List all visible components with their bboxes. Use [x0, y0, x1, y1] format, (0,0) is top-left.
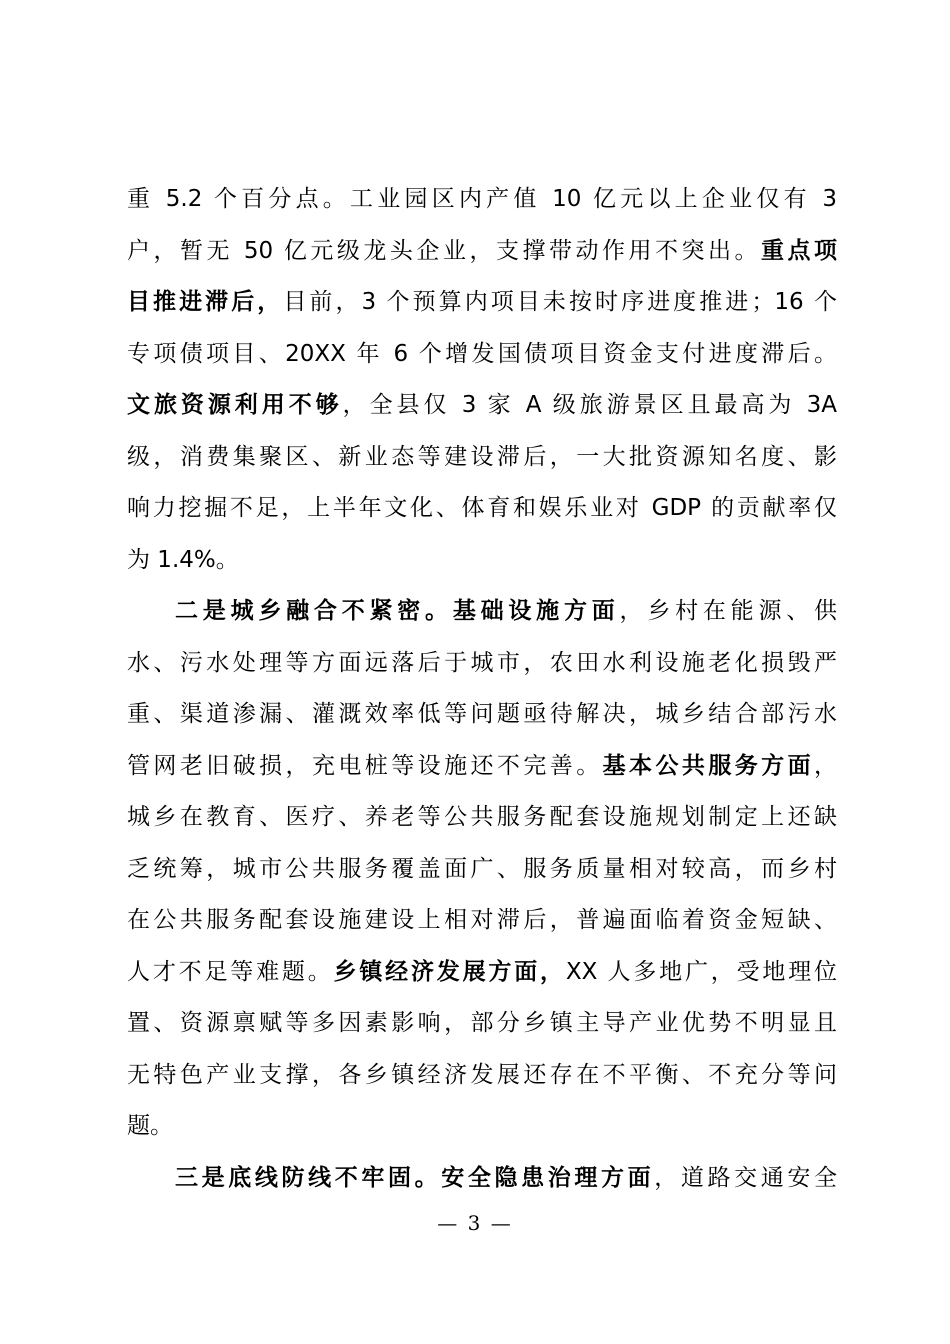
text-line-7: 响力挖掘不足，上半年文化、体育和娱乐业对 GDP 的贡献率仅: [127, 495, 837, 521]
text-run: ，全县仅 3 家 A 级旅游景区且最高为 3A: [342, 392, 838, 418]
heading-run: 基本公共服务方面: [602, 752, 815, 779]
heading-run: 文旅资源利用不够: [127, 392, 343, 418]
text-run: XX 人多地广，受地理位: [565, 958, 838, 985]
text-line-2: [127, 226, 837, 278]
text-line-12: [127, 741, 837, 793]
text-line-17: 置、资源禀赋等多因素影响，部分乡镇主导产业优势不明显且: [127, 1010, 837, 1036]
text-line-1: 重 5.2 个百分点。工业园区内产值 10 亿元以上企业仅有 3: [127, 186, 837, 212]
text-line-8: 为 1.4%。: [127, 546, 239, 573]
text-line-18: 无特色产业支撑，各乡镇经济发展还存在不平衡、不充分等问: [127, 1061, 837, 1088]
text-run: 管网老旧破损，充电桩等设施还不完善。: [127, 752, 603, 779]
text-line-19: 题。: [127, 1113, 173, 1139]
text-run: 人才不足等难题。: [127, 958, 334, 985]
text-line-5: [127, 380, 837, 432]
page-number: — 3 —: [437, 1211, 513, 1235]
text-run: ，: [814, 752, 838, 779]
text-run: 目前，3 个预算内项目未按时序进度推进；16 个: [283, 289, 837, 315]
heading-run: 目推进滞后，: [127, 289, 284, 315]
text-run: ，道路交通安全: [654, 1164, 837, 1191]
heading-run: 三是底线防线不牢固。安全隐患治理方面: [175, 1164, 655, 1191]
text-line-16: [127, 947, 837, 999]
text-line-13: 城乡在教育、医疗、养老等公共服务配套设施规划制定上还缺: [127, 804, 837, 830]
text-run: ，乡村在能源、供: [619, 598, 838, 624]
text-line-9: [127, 586, 837, 638]
heading-run: 重点项: [761, 237, 838, 264]
heading-run: 二是城乡融合不紧密。基础设施方面: [175, 598, 620, 624]
heading-run: 乡镇经济发展方面，: [333, 958, 566, 985]
text-line-6: 级，消费集聚区、新业态等建设滞后，一大批资源知名度、影: [127, 443, 837, 470]
text-line-11: 重、渠道渗漏、灌溉效率低等问题亟待解决，城乡结合部污水: [127, 701, 837, 727]
body-text: [127, 174, 837, 1204]
text-line-20: [127, 1153, 837, 1205]
text-line-3: [127, 277, 837, 329]
text-line-15: 在公共服务配套设施建设上相对滞后，普遍面临着资金短缺、: [127, 907, 837, 933]
text-line-4: 专项债项目、20XX 年 6 个增发国债项目资金支付进度滞后。: [127, 340, 837, 367]
text-line-14: 乏统筹，城市公共服务覆盖面广、服务质量相对较高，而乡村: [127, 855, 837, 882]
text-run: 户，暂无 50 亿元级龙头企业，支撑带动作用不突出。: [127, 237, 761, 264]
text-line-10: 水、污水处理等方面远落后于城市，农田水利设施老化损毁严: [127, 649, 837, 676]
